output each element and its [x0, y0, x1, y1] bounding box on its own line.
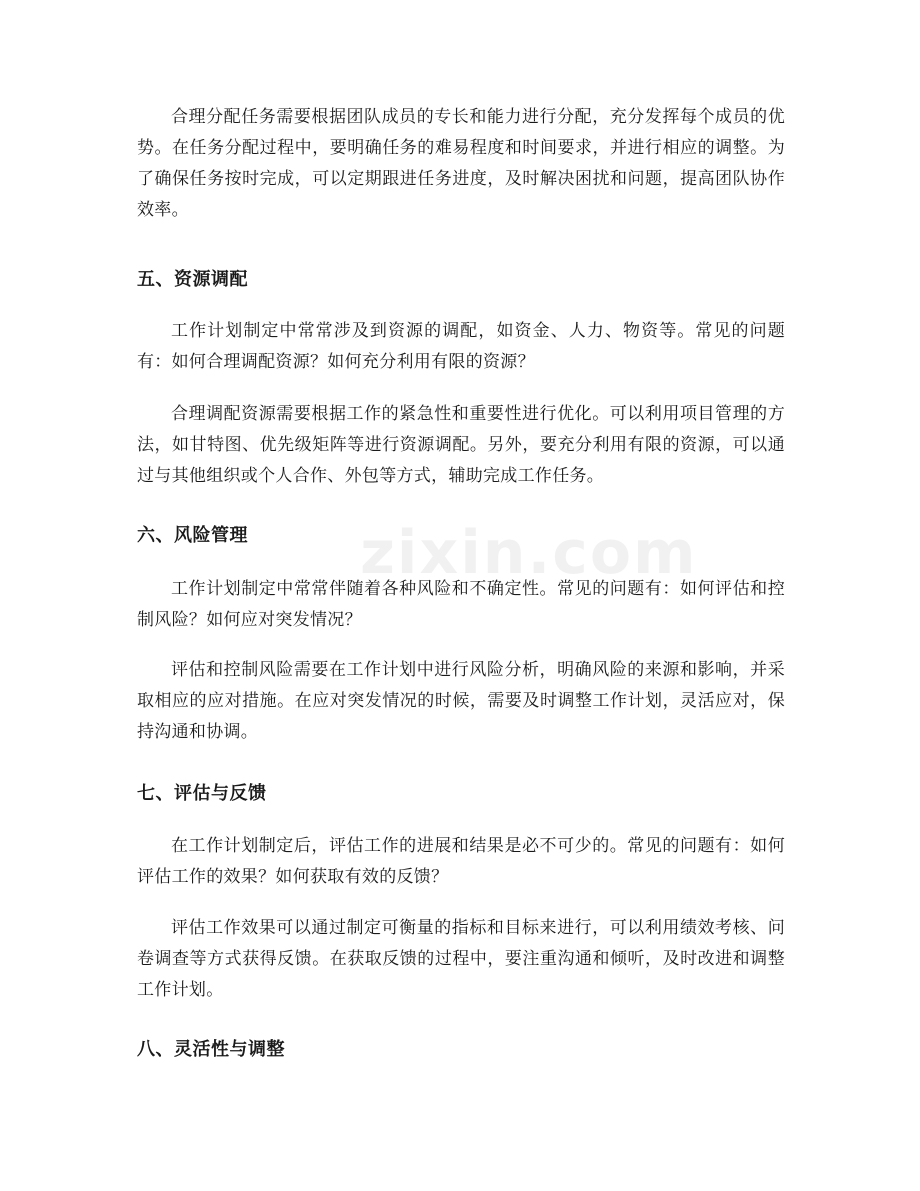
- watermark: zixin.com: [360, 518, 698, 588]
- paragraph-task-allocation: 合理分配任务需要根据团队成员的专长和能力进行分配，充分发挥每个成员的优势。在任务分配过程中，要明确任务的难易程度和时间要求，并进行相应的调整。为了确保任务按时完成，可以定期跟进任务进度，及时解决困扰和问题，提高团队协作效率。: [137, 107, 785, 220]
- heading-risk-management: 六、风险管理: [137, 525, 248, 546]
- heading-evaluation-feedback: 七、评估与反馈: [137, 783, 267, 804]
- paragraph-evaluation-answer: 评估工作效果可以通过制定可衡量的指标和目标来进行，可以利用绩效考核、问卷调查等方式获得反馈。在获取反馈的过程中，要注重沟通和倾听，及时改进和调整工作计划。: [137, 918, 785, 1000]
- heading-resource-allocation: 五、资源调配: [137, 269, 248, 290]
- heading-flexibility-adjustment: 八、灵活性与调整: [137, 1039, 285, 1060]
- paragraph-risk-questions: 工作计划制定中常常伴随着各种风险和不确定性。常见的问题有：如何评估和控制风险？如何应对突发情况？: [137, 579, 785, 630]
- paragraph-evaluation-questions: 在工作计划制定后，评估工作的进展和结果是必不可少的。常见的问题有：如何评估工作的效果？如何获取有效的反馈？: [137, 836, 785, 887]
- paragraph-resource-questions: 工作计划制定中常常涉及到资源的调配，如资金、人力、物资等。常见的问题有：如何合理调配资源？如何充分利用有限的资源？: [137, 321, 785, 372]
- paragraph-risk-answer: 评估和控制风险需要在工作计划中进行风险分析，明确风险的来源和影响，并采取相应的应对措施。在应对突发情况的时候，需要及时调整工作计划，灵活应对，保持沟通和协调。: [137, 660, 785, 742]
- paragraph-resource-answer: 合理调配资源需要根据工作的紧急性和重要性进行优化。可以利用项目管理的方法，如甘特图、优先级矩阵等进行资源调配。另外，要充分利用有限的资源，可以通过与其他组织或个人合作、外包等方式，辅助完成工作任务。: [137, 404, 785, 486]
